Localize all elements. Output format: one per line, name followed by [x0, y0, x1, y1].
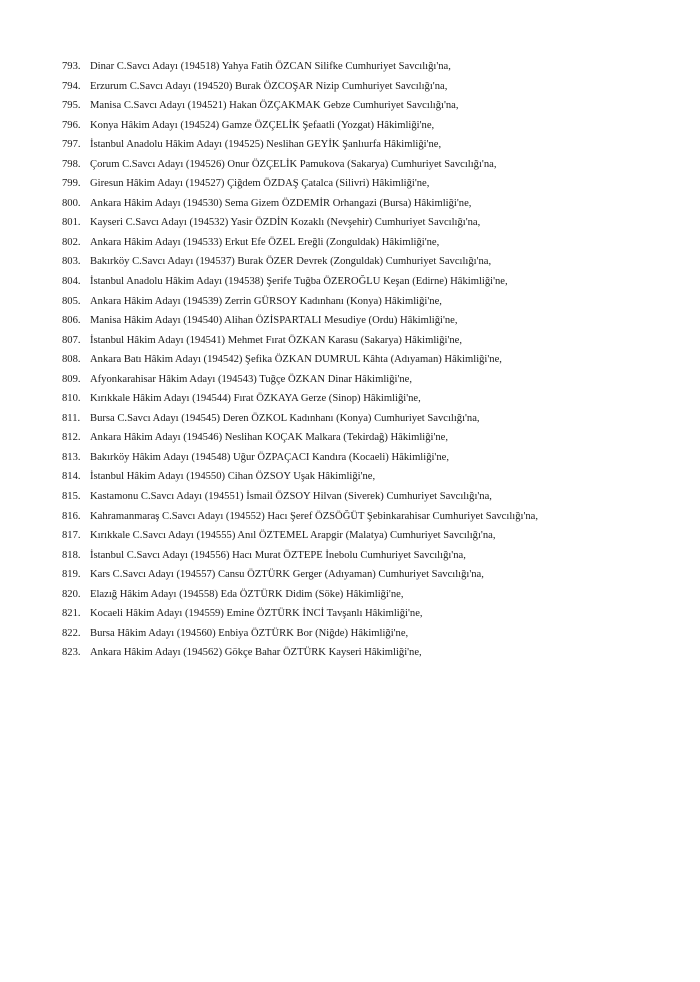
entry-text: Konya Hâkim Adayı (194524) Gamze ÖZÇELİK Şefaatli (Yozgat) Hâkimliği'ne, [90, 119, 435, 131]
entry-text: Kırıkkale Hâkim Adayı (194544) Fırat ÖZKAYA Gerze (Sinop) Hâkimliği'ne, [90, 393, 421, 405]
entry-text: Dinar C.Savcı Adayı (194518) Yahya Fatih ÖZCAN Silifke Cumhuriyet Savcılığı'na, [90, 61, 451, 72]
list-item [62, 139, 662, 152]
list-item [62, 335, 662, 348]
list-item [62, 413, 662, 426]
entry-number: 798. [62, 158, 81, 170]
entry-number: 809. [62, 373, 81, 385]
entry-text: Ankara Hâkim Adayı (194539) Zerrin GÜRSOY Kadınhanı (Konya) Hâkimliği'ne, [90, 295, 442, 307]
entry-text: İstanbul Anadolu Hâkim Adayı (194525) Neslihan GEYİK Şanlıurfa Hâkimliği'ne, [90, 139, 442, 151]
entry-number: 801. [62, 217, 81, 229]
entry-number: 821. [62, 608, 81, 620]
entry-text: Çorum C.Savcı Adayı (194526) Onur ÖZÇELİK Pamukova (Sakarya) Cumhuriyet Savcılığı'na, [90, 158, 497, 170]
entry-text: İstanbul Hâkim Adayı (194541) Mehmet Fırat ÖZKAN Karasu (Sakarya) Hâkimliği'ne, [90, 334, 463, 346]
entry-number: 820. [62, 588, 81, 600]
entry-number: 806. [62, 315, 81, 327]
entry-text: Ankara Batı Hâkim Adayı (194542) Şefika ÖZKAN DUMRUL Kâhta (Adıyaman) Hâkimliği'ne, [90, 354, 502, 366]
entry-text: Bursa Hâkim Adayı (194560) Enbiya ÖZTÜRK Bor (Niğde) Hâkimliği'ne, [90, 627, 409, 639]
list-item [62, 608, 662, 621]
entry-text: Bursa C.Savcı Adayı (194545) Deren ÖZKOL Kadınhanı (Konya) Cumhuriyet Savcılığı'na, [90, 412, 480, 424]
list-item [62, 237, 662, 250]
list-item [62, 81, 662, 94]
entry-text: Kahramanmaraş C.Savcı Adayı (194552) Hacı Şeref ÖZSÖĞÜT Şebinkarahisar Cumhuriyet Savcılığı'na, [90, 510, 539, 522]
list-item [62, 100, 662, 113]
entry-text: Ankara Hâkim Adayı (194530) Sema Gizem ÖZDEMİR Orhangazi (Bursa) Hâkimliği'ne, [90, 197, 472, 209]
entry-number: 817. [62, 530, 81, 542]
entry-text: Giresun Hâkim Adayı (194527) Çiğdem ÖZDAŞ Çatalca (Silivri) Hâkimliği'ne, [90, 178, 430, 190]
entry-number: 795. [62, 100, 81, 112]
entry-text: İstanbul Hâkim Adayı (194550) Cihan ÖZSOY Uşak Hâkimliği'ne, [90, 471, 376, 483]
entry-text: Ankara Hâkim Adayı (194546) Neslihan KOÇAK Malkara (Tekirdağ) Hâkimliği'ne, [90, 432, 449, 444]
entry-number: 813. [62, 451, 81, 463]
entry-text: Erzurum C.Savcı Adayı (194520) Burak ÖZCOŞAR Nizip Cumhuriyet Savcılığı'na, [90, 80, 448, 92]
entry-number: 815. [62, 491, 81, 503]
entry-text: Kayseri C.Savcı Adayı (194532) Yasir ÖZDİN Kozaklı (Nevşehir) Cumhuriyet Savcılığı'na, [90, 217, 481, 229]
entry-text: Kırıkkale C.Savcı Adayı (194555) Anıl ÖZTEMEL Arapgir (Malatya) Cumhuriyet Savcılığı'na, [90, 530, 496, 542]
entry-text: Manisa Hâkim Adayı (194540) Alihan ÖZİSPARTALI Mesudiye (Ordu) Hâkimliği'ne, [90, 315, 458, 327]
list-item [62, 256, 662, 269]
list-item [62, 296, 662, 309]
list-item [62, 569, 662, 582]
entry-text: Bakırköy C.Savcı Adayı (194537) Burak ÖZER Devrek (Zonguldak) Cumhuriyet Savcılığı'na, [90, 256, 492, 268]
entry-number: 810. [62, 393, 81, 405]
list-item [62, 159, 662, 172]
entry-text: Ankara Hâkim Adayı (194533) Erkut Efe ÖZEL Ereğli (Zonguldak) Hâkimliği'ne, [90, 236, 440, 248]
list-item [62, 647, 662, 660]
entry-text: Afyonkarahisar Hâkim Adayı (194543) Tuğçe ÖZKAN Dinar Hâkimliği'ne, [90, 373, 413, 385]
list-item [62, 315, 662, 328]
entry-text: Ankara Hâkim Adayı (194562) Gökçe Bahar ÖZTÜRK Kayseri Hâkimliği'ne, [90, 647, 422, 659]
entry-text: Kocaeli Hâkim Adayı (194559) Emine ÖZTÜRK İNCİ Tavşanlı Hâkimliği'ne, [90, 608, 423, 620]
entry-number: 819. [62, 569, 81, 581]
entry-number: 822. [62, 627, 81, 639]
entry-number: 800. [62, 197, 81, 209]
list-item [62, 374, 662, 387]
list-item [62, 511, 662, 524]
entry-number: 803. [62, 256, 81, 268]
list-item [62, 471, 662, 484]
list-item [62, 217, 662, 230]
list-item [62, 61, 662, 74]
entry-number: 793. [62, 61, 81, 72]
entry-text: İstanbul C.Savcı Adayı (194556) Hacı Murat ÖZTEPE İnebolu Cumhuriyet Savcılığı'na, [90, 549, 466, 561]
entry-number: 811. [62, 412, 81, 424]
list-item [62, 452, 662, 465]
entry-number: 823. [62, 647, 81, 659]
entry-number: 807. [62, 334, 81, 346]
list-item [62, 550, 662, 563]
list-item [62, 178, 662, 191]
entry-text: Kastamonu C.Savcı Adayı (194551) İsmail ÖZSOY Hilvan (Siverek) Cumhuriyet Savcılığı'na, [90, 491, 492, 503]
entry-text: Manisa C.Savcı Adayı (194521) Hakan ÖZÇAKMAK Gebze Cumhuriyet Savcılığı'na, [90, 100, 459, 112]
entry-text: İstanbul Anadolu Hâkim Adayı (194538) Şerife Tuğba ÖZEROĞLU Keşan (Edirne) Hâkimliği'ne, [90, 276, 508, 288]
entry-number: 818. [62, 549, 81, 561]
list-item [62, 530, 662, 543]
entry-number: 802. [62, 236, 81, 248]
list-item [62, 589, 662, 602]
list-item [62, 432, 662, 445]
list-item [62, 354, 662, 367]
appointment-list [62, 61, 662, 667]
list-item [62, 491, 662, 504]
entry-number: 816. [62, 510, 81, 522]
entry-number: 794. [62, 80, 81, 92]
list-item [62, 276, 662, 289]
entry-text: Bakırköy Hâkim Adayı (194548) Uğur ÖZPAÇACI Kandıra (Kocaeli) Hâkimliği'ne, [90, 451, 449, 463]
entry-text: Elazığ Hâkim Adayı (194558) Eda ÖZTÜRK Didim (Söke) Hâkimliği'ne, [90, 588, 404, 600]
entry-number: 814. [62, 471, 81, 483]
entry-number: 797. [62, 139, 81, 151]
entry-number: 804. [62, 276, 81, 288]
entry-number: 808. [62, 354, 81, 366]
list-item [62, 198, 662, 211]
list-item [62, 393, 662, 406]
list-item [62, 120, 662, 133]
entry-number: 812. [62, 432, 81, 444]
entry-text: Kars C.Savcı Adayı (194557) Cansu ÖZTÜRK Gerger (Adıyaman) Cumhuriyet Savcılığı'na, [90, 569, 484, 581]
entry-number: 796. [62, 119, 81, 131]
entry-number: 805. [62, 295, 81, 307]
entry-number: 799. [62, 178, 81, 190]
list-item [62, 628, 662, 641]
